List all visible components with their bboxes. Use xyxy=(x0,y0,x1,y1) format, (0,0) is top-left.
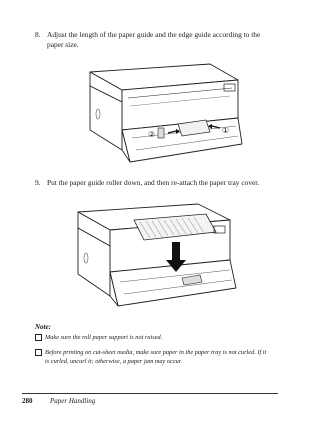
checkbox-bullet-icon xyxy=(35,349,42,356)
section-title: Paper Handling xyxy=(50,397,96,405)
page-number: 280 xyxy=(22,397,33,405)
step-text: Adjust the length of the paper guide and the edge guide according to the paper size. xyxy=(47,30,261,49)
callout-2: ② xyxy=(148,130,156,139)
footer-divider xyxy=(22,393,278,394)
step-8 xyxy=(35,30,267,50)
step-9 xyxy=(35,178,267,188)
printer-paper-guide-illustration xyxy=(60,58,250,170)
checkbox-bullet-icon xyxy=(35,334,42,341)
step-number: 9. xyxy=(35,178,41,187)
note-title: Note: xyxy=(35,323,51,331)
note-text: Before printing on cut-sheet media, make sure paper in the paper tray is not curled. If it is curled, uncurl it; otherwise, a paper jam may occur. xyxy=(45,349,267,365)
callout-1: ① xyxy=(222,126,230,135)
step-number: 8. xyxy=(35,30,41,39)
step-text: Put the paper guide roller down, and then re-attach the paper tray cover. xyxy=(47,178,260,187)
note-text: Make sure the roll paper support is not raised. xyxy=(45,334,163,341)
printer-tray-cover-illustration xyxy=(60,202,250,314)
